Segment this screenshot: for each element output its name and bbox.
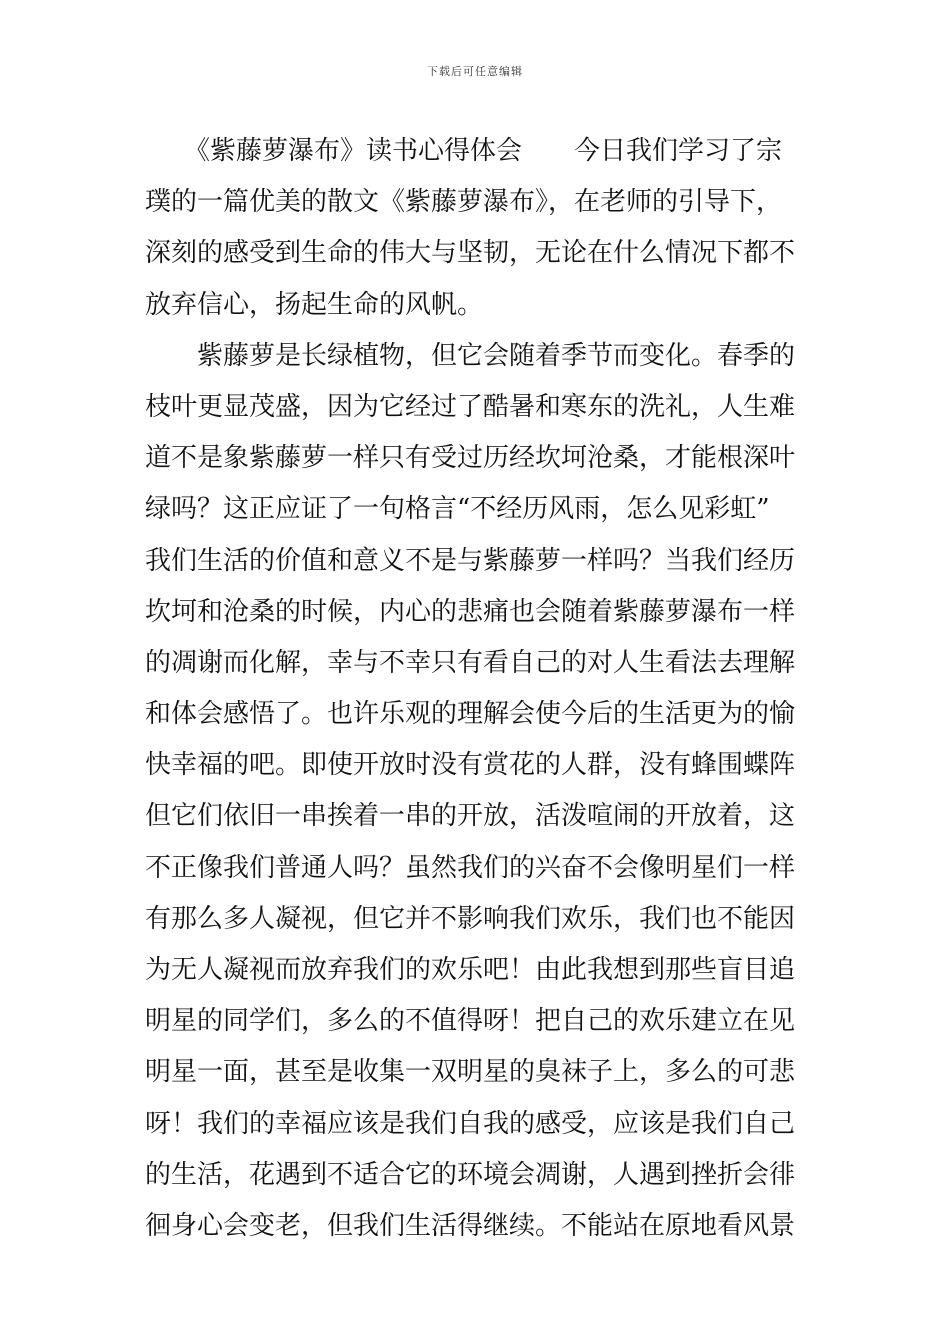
text-line: 道不是象紫藤萝一样只有受过历经坎坷沧桑，才能根深叶 xyxy=(145,443,796,474)
text-line: 有那么多人凝视，但它并不影响我们欢乐，我们也不能因 xyxy=(145,903,796,934)
text-line: 明星一面，甚至是收集一双明星的臭袜子上，多么的可悲 xyxy=(145,1057,796,1088)
text-line: 明星的同学们，多么的不值得呀！把自己的欢乐建立在见 xyxy=(145,1006,796,1037)
text-line: 紫藤萝是长绿植物，但它会随着季节而变化。春季的 xyxy=(145,340,796,371)
text-line: 绿吗？这正应证了一句格言“不经历风雨，怎么见彩虹” xyxy=(145,494,770,525)
text-line: 但它们依旧一串挨着一串的开放，活泼喧闹的开放着，这 xyxy=(145,801,796,832)
text-line: 放弃信心，扬起生命的风帆。 xyxy=(145,289,484,320)
text-line: 枝叶更显茂盛，因为它经过了酷暑和寒东的洗礼，人生难 xyxy=(145,391,796,422)
document-body xyxy=(145,126,805,1252)
text-line: 我们生活的价值和意义不是与紫藤萝一样吗？当我们经历 xyxy=(145,545,796,576)
text-line: 《紫藤萝瀑布》读书心得体会 今日我们学习了宗 xyxy=(145,136,783,166)
text-line: 的生活，花遇到不适合它的环境会凋谢，人遇到挫折会徘 xyxy=(145,1159,796,1190)
text-line: 和体会感悟了。也许乐观的理解会使今后的生活更为的愉 xyxy=(145,699,796,730)
text-line: 为无人凝视而放弃我们的欢乐吧！由此我想到那些盲目追 xyxy=(145,955,796,985)
text-line: 深刻的感受到生命的伟大与坚韧，无论在什么情况下都不 xyxy=(145,238,796,269)
text-line: 坎坷和沧桑的时候，内心的悲痛也会随着紫藤萝瀑布一样 xyxy=(145,596,796,627)
text-line: 徊身心会变老，但我们生活得继续。不能站在原地看风景 xyxy=(145,1210,796,1241)
text-line: 不正像我们普通人吗？虽然我们的兴奋不会像明星们一样 xyxy=(145,852,796,883)
text-line: 呀！我们的幸福应该是我们自我的感受，应该是我们自己 xyxy=(145,1108,796,1139)
text-line: 璞的一篇优美的散文《紫藤萝瀑布》，在老师的引导下， xyxy=(145,187,783,218)
text-line: 的凋谢而化解，幸与不幸只有看自己的对人生看法去理解 xyxy=(145,647,796,678)
text-line: 快幸福的吧。即使开放时没有赏花的人群，没有蜂围蝶阵 xyxy=(145,750,796,781)
page-header: 下载后可任意编辑 xyxy=(427,65,523,78)
